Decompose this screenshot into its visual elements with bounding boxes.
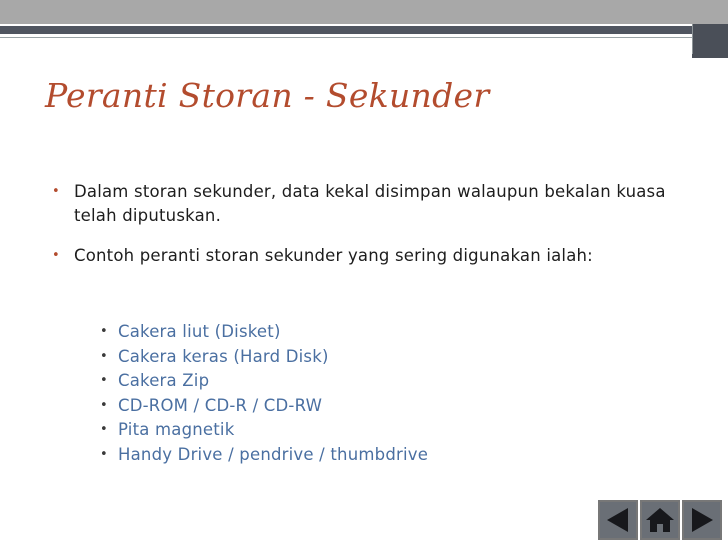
top-banner bbox=[0, 0, 728, 24]
triangle-left-icon bbox=[604, 506, 632, 534]
sub-bullet-icon: • bbox=[100, 422, 108, 437]
sub-bullet-item bbox=[96, 320, 428, 345]
corner-divider bbox=[692, 24, 693, 54]
bullet-item bbox=[52, 180, 672, 228]
sub-bullet-icon: • bbox=[100, 348, 108, 364]
sub-bullet-icon: • bbox=[100, 373, 108, 388]
sub-bullet-text: Handy Drive / pendrive / thumbdrive bbox=[118, 444, 429, 464]
sub-bullet-icon: • bbox=[100, 324, 108, 339]
header-thin-rule bbox=[0, 37, 728, 38]
home-button[interactable] bbox=[640, 500, 680, 540]
bullet-list bbox=[52, 180, 672, 284]
bullet-text: Contoh peranti storan sekunder yang sering digunakan ialah: bbox=[74, 246, 593, 265]
slide-navigation bbox=[598, 500, 722, 540]
sub-bullet-text: Cakera Zip bbox=[118, 371, 210, 390]
corner-accent bbox=[692, 24, 728, 58]
sub-bullet-text: Pita magnetik bbox=[118, 420, 235, 439]
sub-bullet-text: Cakera keras (Hard Disk) bbox=[118, 346, 329, 366]
bullet-icon: • bbox=[52, 184, 60, 199]
sub-bullet-item bbox=[96, 418, 428, 443]
sub-bullet-list bbox=[96, 320, 428, 467]
home-icon bbox=[645, 506, 675, 534]
sub-bullet-text: CD-ROM / CD-R / CD-RW bbox=[118, 395, 323, 415]
sub-bullet-item bbox=[96, 345, 428, 370]
bullet-text: Dalam storan sekunder, data kekal disimpan walaupun bekalan kuasa telah diputuskan. bbox=[74, 182, 666, 225]
bullet-item bbox=[52, 244, 672, 268]
triangle-right-icon bbox=[688, 506, 716, 534]
sub-bullet-text: Cakera liut (Disket) bbox=[118, 322, 281, 341]
sub-bullet-item bbox=[96, 394, 428, 419]
slide-title: Peranti Storan - Sekunder bbox=[45, 76, 490, 115]
sub-bullet-item bbox=[96, 443, 428, 468]
back-button[interactable] bbox=[598, 500, 638, 540]
sub-bullet-item bbox=[96, 369, 428, 394]
header-rule bbox=[0, 26, 728, 34]
sub-bullet-icon: • bbox=[100, 446, 108, 462]
sub-bullet-icon: • bbox=[100, 397, 108, 413]
bullet-icon: • bbox=[52, 248, 60, 263]
forward-button[interactable] bbox=[682, 500, 722, 540]
